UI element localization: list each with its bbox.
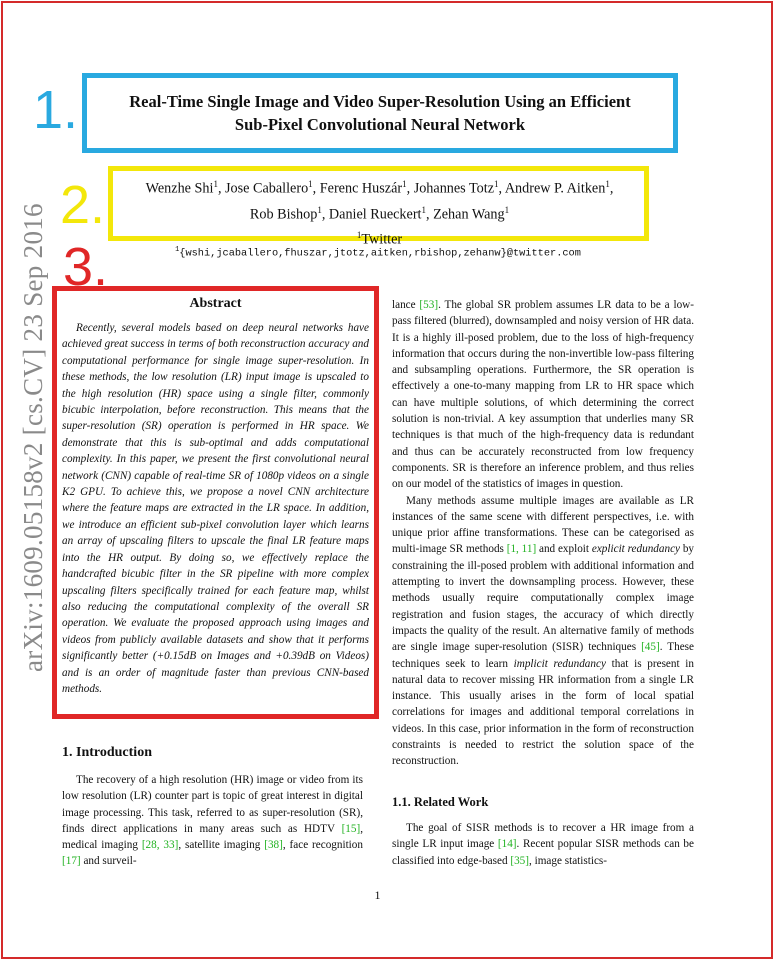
citation-link[interactable]: [14] (497, 838, 517, 851)
author: Ferenc Huszár (319, 180, 403, 197)
annotation-number-1: 1. (33, 80, 79, 140)
citation-link[interactable]: [38] (264, 839, 283, 852)
annotation-number-2: 2. (60, 175, 106, 235)
citation-link[interactable]: [28, 33] (141, 839, 179, 852)
title-line-1: Real-Time Single Image and Video Super-Resolution Using an Efficient (129, 92, 631, 111)
author: Zehan Wang (433, 206, 505, 223)
citation-link[interactable]: [53] (419, 299, 439, 311)
citation-link[interactable]: [17] (62, 855, 81, 868)
author-list (112, 174, 647, 251)
paragraph: Many methods assume multiple images are available as LR instances of the same scene with different perspectives, i.e. with unique prior affine transformations. These can be categorised as multi-image SR methods [1, 11] and exploit explicit redundancy by constraining the ill-posed problem with additional information and attempting to invert the downsampling process. However, these methods usually require computationally complex image registration and fusion stages, the accuracy of which directly impacts the quality of the result. An alternative family of methods are single image super-resolution (SISR) techniques [45]. These techniques seek to learn implicit redundancy that is present in natural data to recover missing HR information from a single LR instance. This usually arises in the form of local spatial correlations for images and additional temporal correlations in videos. In this case, prior information in the form of reconstruction constraints is needed to restrict the solution space of the reconstruction. (392, 494, 695, 768)
author-line-2: Rob Bishop$^1$, Daniel Rueckert$^1$, Zehan Wang$^1$ (249, 204, 510, 223)
paragraph: lance [53]. The global SR problem assumes LR data to be a low-pass filtered (blurred), downsampled and noisy version of HR data. It is a highly ill-posed problem, due to the loss of high-frequency information that occurs during the non-invertible low-pass filtering and subsampling operations. Furthermore, the SR operation is effectively a one-to-many mapping from LR to HR space which can have multiple solutions, of which determining the correct solution is non-trivial. A key assumption that underlies many SR techniques is that much of the high-frequency data is redundant and thus can be accurately reconstructed from low frequency components. SR is therefore an inference problem, and thus relies on our model of the statistics of images in question. (392, 299, 694, 491)
related-work-paragraph: The goal of SISR methods is to recover a HR image from a single LR input image [14]. Recent popular SISR methods can be classified into edge-based [35], image statistics- (392, 822, 694, 867)
introduction-heading: 1. Introduction (62, 745, 152, 760)
citation-link[interactable]: [45] (641, 641, 660, 654)
right-column (392, 297, 694, 770)
author-emails: $^1${wshi,jcaballero,fhuszar,jtotz,aitken,rbishop,zehanw}@twitter.com (175, 246, 581, 260)
citation-link[interactable]: [1, 11] (506, 543, 537, 556)
author: Wenzhe Shi (145, 180, 214, 197)
arxiv-stamp: arXiv:1609.05158v2 [cs.CV] 23 Sep 2016 (18, 203, 48, 672)
author-line-1: Wenzhe Shi$^1$, Jose Caballero$^1$, Ferenc Huszár$^1$, Johannes Totz$^1$, Andrew P. Aitken$^1$, (145, 179, 614, 197)
abstract-heading: Abstract (189, 296, 242, 311)
annotation-number-3: 3. (63, 237, 109, 297)
author: Andrew P. Aitken (504, 180, 606, 197)
introduction-paragraph: The recovery of a high resolution (HR) image or video from its low resolution (LR) counter part is topic of great interest in digital image processing. This task, referred to as super-resolution (SR), finds direct applications in many areas such as HDTV [15], medical imaging [28, 33], satellite imaging [38], face recognition [17] and surveil- (62, 774, 363, 868)
citation-link[interactable]: [15] (341, 822, 361, 835)
author: Daniel Rueckert (328, 206, 422, 223)
abstract-body: Recently, several models based on deep neural networks have achieved great success in terms of both reconstruction accuracy and computational performance for single image super-resolution. In these methods, the low resolution (LR) input image is upscaled to the high resolution (HR) space using a single filter, commonly bicubic interpolation, before reconstruction. This means that the super-resolution (SR) operation is performed in HR space. We demonstrate that this is sub-optimal and adds computational complexity. In this paper, we present the first convolutional neural network (CNN) capable of real-time SR of 1080p videos on a single K2 GPU. To achieve this, we propose a novel CNN architecture where the feature maps are extracted in the LR space. In addition, we introduce an efficient sub-pixel convolution layer which learns an array of upscaling filters to upscale the final LR feature maps into the HR output. By doing so, we effectively replace the handcrafted bicubic filter in the SR pipeline with more complex upscaling filters specifically trained for each feature map, whilst also reducing the computational complexity of the overall SR operation. We evaluate the proposed approach using images and videos from publicly available datasets and show that it performs significantly better (+0.15dB on Images and +0.39dB on Videos) and is an order of magnitude faster than previous CNN-based methods. (62, 322, 369, 695)
affiliation: $^1$Twitter (356, 230, 403, 249)
author: Rob Bishop (249, 206, 318, 223)
paper-title (90, 90, 670, 136)
related-work-heading: 1.1. Related Work (392, 795, 489, 809)
citation-link[interactable]: [35] (510, 854, 529, 867)
page-number: 1 (374, 888, 381, 902)
author: Johannes Totz (413, 180, 494, 197)
author: Jose Caballero (225, 180, 309, 197)
title-line-2: Sub-Pixel Convolutional Neural Network (234, 115, 526, 134)
